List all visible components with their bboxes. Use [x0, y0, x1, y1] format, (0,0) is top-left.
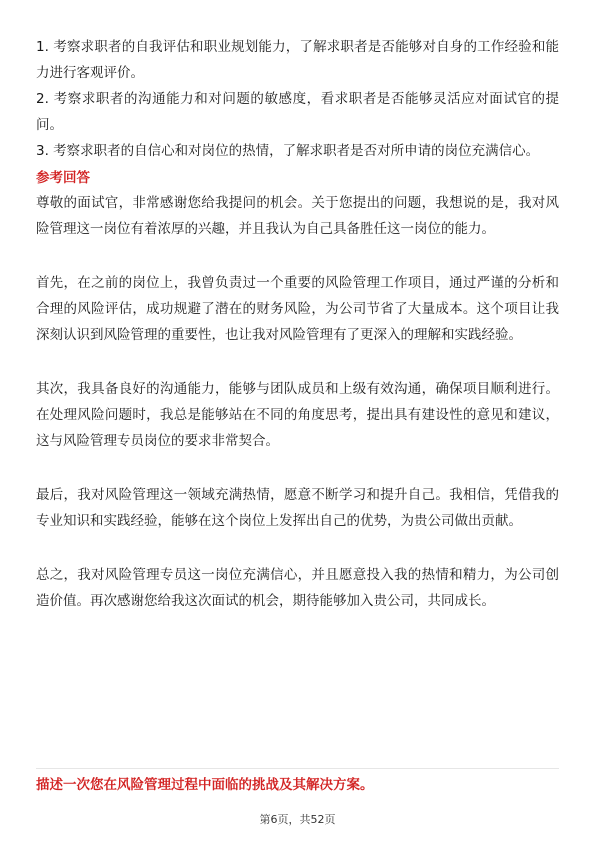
- answer-paragraph: 最后，我对风险管理这一领域充满热情，愿意不断学习和提升自己。我相信，凭借我的专业知识和实践经验，能够在这个岗位上发挥出自己的优势，为贵公司做出贡献。: [36, 487, 559, 529]
- page-content: [36, 34, 559, 614]
- criteria-item: 3. 考察求职者的自信心和对岗位的热情，了解求职者是否对所申请的岗位充满信心。: [36, 143, 540, 159]
- criteria-item: 1. 考察求职者的自我评估和职业规划能力，了解求职者是否能够对自身的工作经验和能力进行客观评价。: [36, 39, 559, 81]
- evaluation-criteria: [36, 34, 559, 164]
- page-number: 第6页，共52页: [259, 813, 336, 826]
- answer-paragraph: 其次，我具备良好的沟通能力，能够与团队成员和上级有效沟通，确保项目顺利进行。在处理风险问题时，我总是能够站在不同的角度思考，提出具有建设性的意见和建议，这与风险管理专员岗位的要求非常契合。: [36, 381, 559, 449]
- answer-paragraph: 尊敬的面试官，非常感谢您给我提问的机会。关于您提出的问题，我想说的是，我对风险管理这一岗位有着浓厚的兴趣，并且我认为自己具备胜任这一岗位的能力。: [36, 195, 559, 237]
- answer-paragraph: 首先，在之前的岗位上，我曾负责过一个重要的风险管理工作项目，通过严谨的分析和合理的风险评估，成功规避了潜在的财务风险，为公司节省了大量成本。这个项目让我深刻认识到风险管理的重要性，也让我对风险管理有了更深入的理解和实践经验。: [36, 275, 559, 343]
- next-question: 描述一次您在风险管理过程中面临的挑战及其解决方案。: [36, 777, 374, 793]
- reference-answer: [36, 190, 559, 614]
- reference-answer-heading: 参考回答: [36, 170, 90, 186]
- section-divider: [36, 768, 559, 769]
- criteria-item: 2. 考察求职者的沟通能力和对问题的敏感度，看求职者是否能够灵活应对面试官的提问。: [36, 91, 559, 133]
- answer-paragraph: 总之，我对风险管理专员这一岗位充满信心，并且愿意投入我的热情和精力，为公司创造价值。再次感谢您给我这次面试的机会，期待能够加入贵公司，共同成长。: [36, 567, 559, 609]
